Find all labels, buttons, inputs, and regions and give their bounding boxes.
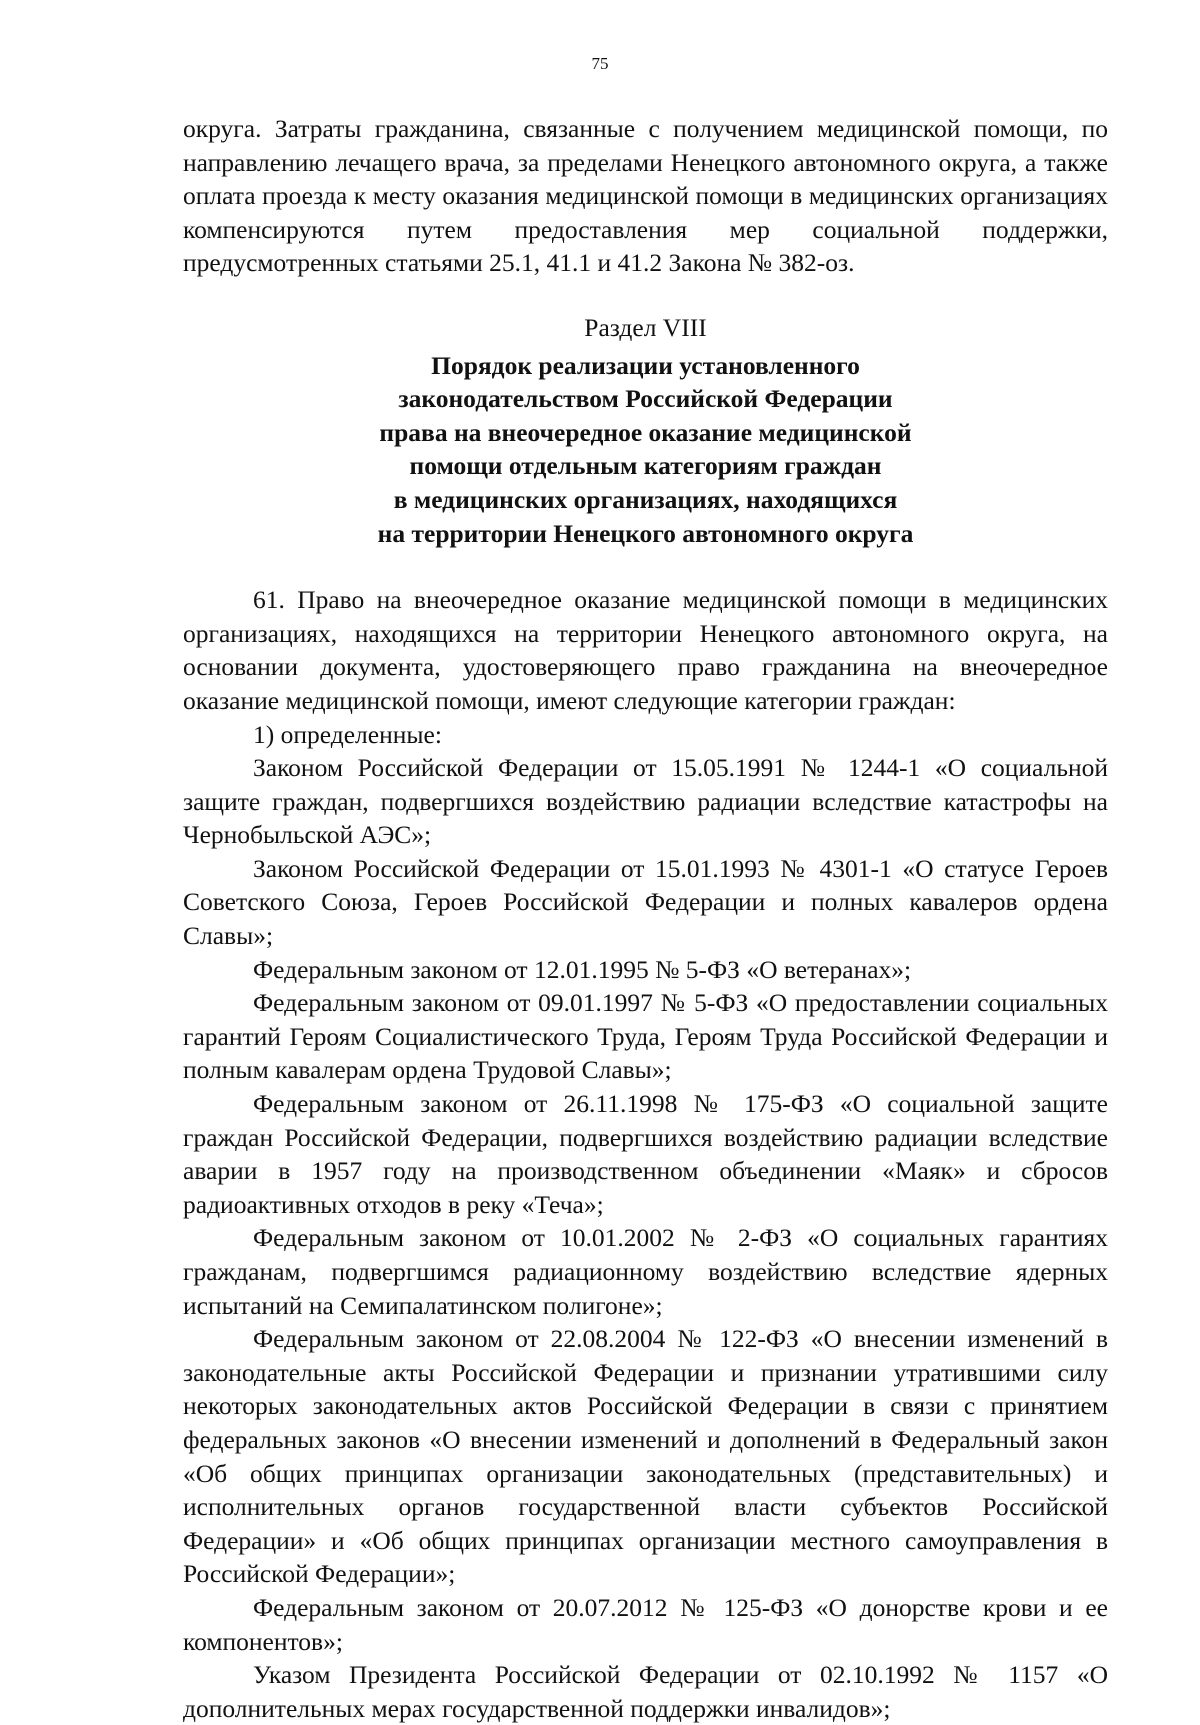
law-reference: Федеральным законом от 26.11.1998 № 175-ФЗ «О социальной защите граждан Российской Федерации, подвергшихся воздействию радиации вследствие аварии в 1957 году на производственном объединении «Маяк» и сбросов радиоактивных отходов в реку «Теча»;	[183, 1089, 1108, 1219]
section-title-line: помощи отдельным категориям граждан	[409, 451, 882, 481]
section-title-line: права на внеочередное оказание медицинской	[379, 417, 912, 447]
intro-paragraph: округа. Затраты гражданина, связанные с получением медицинской помощи, по направлению лечащего врача, за пределами Ненецкого автономного округа, а также оплата проезда к месту оказания медицинской помощи в медицинских организациях компенсируются путем предоставления мер социальной поддержки, предусмотренных статьями 25.1, 41.1 и 41.2 Закона № 382-оз.	[183, 114, 1108, 278]
section-title-line: на территории Ненецкого автономного округа	[377, 518, 914, 548]
section-title-line: законодательством Российской Федерации	[398, 384, 893, 414]
paragraph-61: 61. Право на внеочередное оказание медицинской помощи в медицинских организациях, находящихся на территории Ненецкого автономного округа, на основании документа, удостоверяющего право гражданина на внеочередное оказание медицинской помощи, имеют следующие категории граждан:	[183, 585, 1108, 715]
law-reference: Указом Президента Российской Федерации от 02.10.1992 № 1157 «О дополнительных мерах государственной поддержки инвалидов»;	[183, 1660, 1108, 1723]
document-body	[183, 112, 1108, 1725]
section-title-line: в медицинских организациях, находящихся	[393, 484, 898, 514]
section-label: Раздел VIII	[584, 312, 707, 342]
page-number: 75	[591, 54, 609, 73]
law-reference: Федеральным законом от 10.01.2002 № 2-ФЗ «О социальных гарантиях гражданам, подвергшимся радиационному воздействию вследствие ядерных испытаний на Семипалатинском полигоне»;	[183, 1223, 1108, 1320]
law-reference: Федеральным законом от 20.07.2012 № 125-ФЗ «О донорстве крови и ее компонентов»;	[183, 1592, 1108, 1656]
law-reference: Федеральным законом от 09.01.1997 № 5-ФЗ «О предоставлении социальных гарантий Героям Социалистического Труда, Героям Труда Российской Федерации и полным кавалерам ордена Трудовой Славы»;	[183, 988, 1108, 1085]
law-reference: Федеральным законом от 12.01.1995 № 5-ФЗ «О ветеранах»;	[253, 954, 912, 984]
law-reference: Законом Российской Федерации от 15.05.1991 № 1244-1 «О социальной защите граждан, подвергшихся воздействию радиации вследствие катастрофы на Чернобыльской АЭС»;	[183, 753, 1108, 850]
section-title	[326, 349, 966, 551]
law-reference: Законом Российской Федерации от 15.01.1993 № 4301-1 «О статусе Героев Советского Союза, Героев Российской Федерации и полных кавалеров ордена Славы»;	[183, 853, 1108, 951]
section-title-line: Порядок реализации установленного	[431, 350, 860, 380]
law-reference: Федеральным законом от 22.08.2004 № 122-ФЗ «О внесении изменений в законодательные акты Российской Федерации и признании утратившими силу некоторых законодательных актов Российской Федерации в связи с принятием федеральных законов «О внесении изменений и дополнений в Федеральный закон «Об общих принципах организации законодательных (представительных) и исполнительных органов государственной власти субъектов Российской Федерации» и «Об общих принципах организации местного самоуправления в Российской Федерации»;	[183, 1324, 1108, 1589]
list-item-1: 1) определенные:	[253, 719, 442, 749]
